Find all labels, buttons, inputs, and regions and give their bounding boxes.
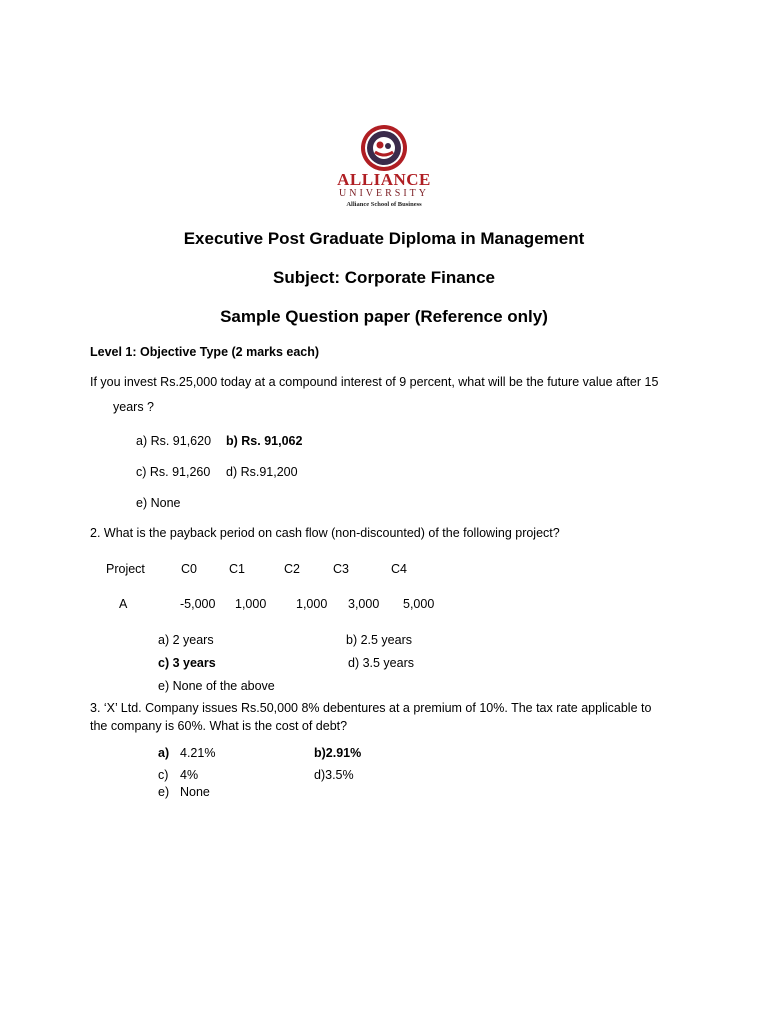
subject-title: Subject: Corporate Finance [273,268,495,287]
table-header: Project [106,562,145,576]
table-header: C1 [229,562,245,576]
option-a: a) Rs. 91,620 [136,434,212,448]
program-title: Executive Post Graduate Diploma in Management [183,229,585,248]
table-cell: 5,000 [403,597,435,611]
table-cell: 1,000 [235,597,267,611]
option-c: c) 3 years [158,656,216,670]
table-cell: -5,000 [180,597,216,611]
option-d: d)3.5% [314,768,354,782]
option-a: a) 2 years [158,633,214,647]
option-d: d) 3.5 years [348,656,415,670]
table-header: C2 [284,562,300,576]
paper-title: Sample Question paper (Reference only) [220,307,548,326]
option-e: e) None [136,496,181,510]
question-1-text-line1: If you invest Rs.25,000 today at a compound interest of 9 percent, what will be the future value after 15 [90,375,659,389]
logo-school: Alliance School of Business [346,201,422,208]
option-a-value: 4.21% [180,746,216,760]
table-cell: 1,000 [296,597,328,611]
option-e: e) None of the above [158,679,275,693]
option-c-label: c) [158,768,169,782]
university-seal-icon [328,124,440,174]
alliance-university-logo [328,124,440,212]
option-b: b)2.91% [314,746,362,760]
option-a-label: a) [158,746,170,760]
logo-name: ALLIANCE [337,170,431,189]
table-header: C3 [333,562,349,576]
table-header: C4 [391,562,407,576]
option-c-value: 4% [180,768,199,782]
table-cell: 3,000 [348,597,380,611]
level-heading: Level 1: Objective Type (2 marks each) [90,345,320,359]
question-1-text-line2: years ? [113,400,154,414]
table-header: C0 [181,562,197,576]
option-b: b) 2.5 years [346,633,413,647]
question-3-text-line2: the company is 60%. What is the cost of debt? [90,719,348,733]
logo-subtitle: UNIVERSITY [339,188,429,199]
option-d: d) Rs.91,200 [226,465,298,479]
option-e-label: e) [158,785,170,799]
table-cell: A [119,597,128,611]
option-b: b) Rs. 91,062 [226,434,303,448]
question-2-text: 2. What is the payback period on cash flow (non-discounted) of the following project? [90,526,560,540]
option-c: c) Rs. 91,260 [136,465,211,479]
option-e-value: None [180,785,210,799]
question-3-text-line1: 3. ‘X’ Ltd. Company issues Rs.50,000 8% debentures at a premium of 10%. The tax rate applicable to [90,701,652,715]
